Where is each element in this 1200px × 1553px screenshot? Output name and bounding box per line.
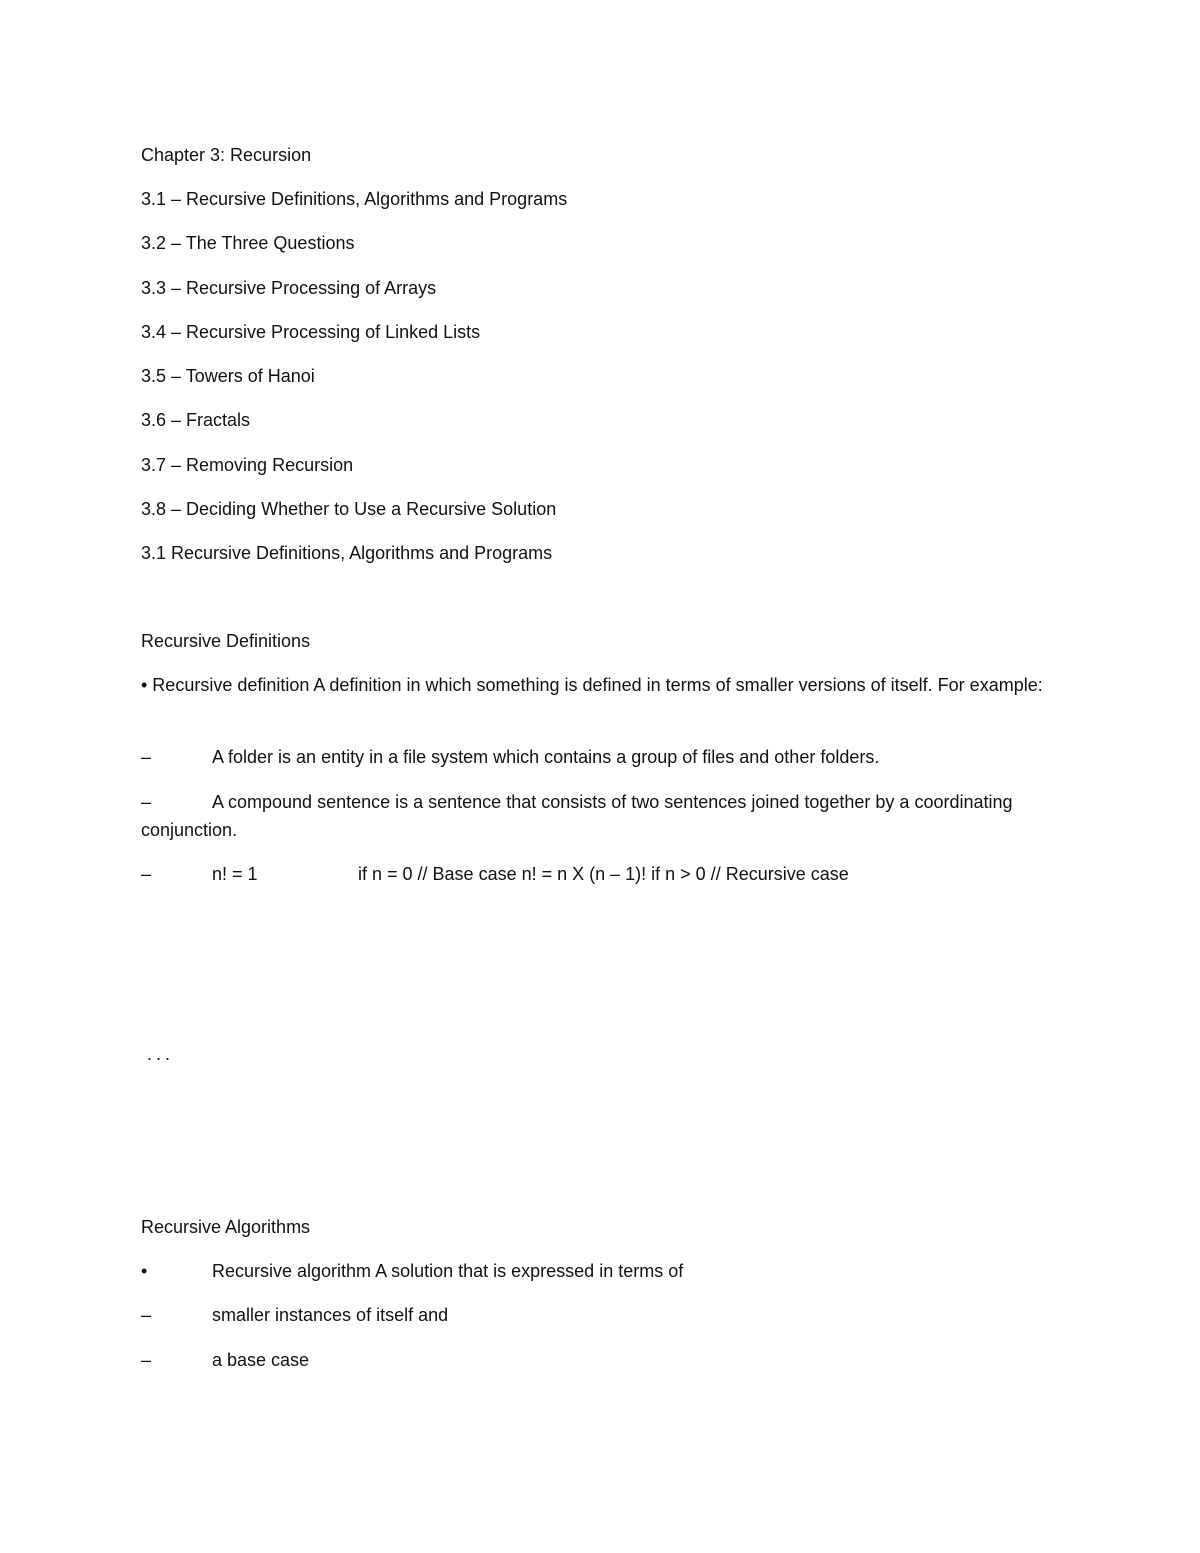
dash-marker: –: [141, 1350, 152, 1370]
item-text: A compound sentence is a sentence that consists of two sentences joined together by a coordinating conjunction.: [141, 792, 1013, 840]
algorithms-heading: Recursive Algorithms: [141, 1217, 311, 1237]
definition-item-sentence: [141, 788, 1071, 844]
toc-item-3-4: 3.4 – Recursive Processing of Linked Lists: [141, 322, 481, 342]
formula-left: n! = 1: [212, 864, 258, 884]
toc-item-3-1: 3.1 – Recursive Definitions, Algorithms and Programs: [141, 189, 568, 209]
toc-item-3-6: 3.6 – Fractals: [141, 410, 251, 430]
section-heading: 3.1 Recursive Definitions, Algorithms and Programs: [141, 543, 553, 563]
dash-marker: –: [141, 864, 152, 884]
definition-item-folder: [141, 743, 879, 771]
bullet-text: Recursive algorithm A solution that is expressed in terms of: [212, 1261, 684, 1281]
formula-right: if n = 0 // Base case n! = n X (n – 1)! if n > 0 // Recursive case: [358, 864, 849, 884]
dash-marker: –: [141, 1305, 152, 1325]
toc-item-3-7: 3.7 – Removing Recursion: [141, 455, 354, 475]
algorithm-item-2: [141, 1346, 309, 1374]
ellipsis: ...: [147, 1044, 175, 1064]
definitions-heading: Recursive Definitions: [141, 631, 311, 651]
bullet-marker: •: [141, 1261, 148, 1281]
definition-paragraph: • Recursive definition A definition in which something is defined in terms of smaller versions of itself. For example:: [141, 675, 1043, 695]
item-text: a base case: [212, 1350, 310, 1370]
chapter-title: Chapter 3: Recursion: [141, 145, 312, 165]
algorithm-item-1: [141, 1301, 448, 1329]
toc-item-3-8: 3.8 – Deciding Whether to Use a Recursive Solution: [141, 499, 557, 519]
item-text: smaller instances of itself and: [212, 1305, 449, 1325]
dash-marker: –: [141, 747, 152, 767]
item-text: A folder is an entity in a file system which contains a group of files and other folders.: [212, 747, 880, 767]
toc-item-3-3: 3.3 – Recursive Processing of Arrays: [141, 278, 437, 298]
factorial-formula: [141, 860, 849, 888]
algorithm-bullet: [141, 1257, 683, 1285]
toc-item-3-5: 3.5 – Towers of Hanoi: [141, 366, 315, 386]
dash-marker: –: [141, 792, 152, 812]
toc-item-3-2: 3.2 – The Three Questions: [141, 233, 355, 253]
